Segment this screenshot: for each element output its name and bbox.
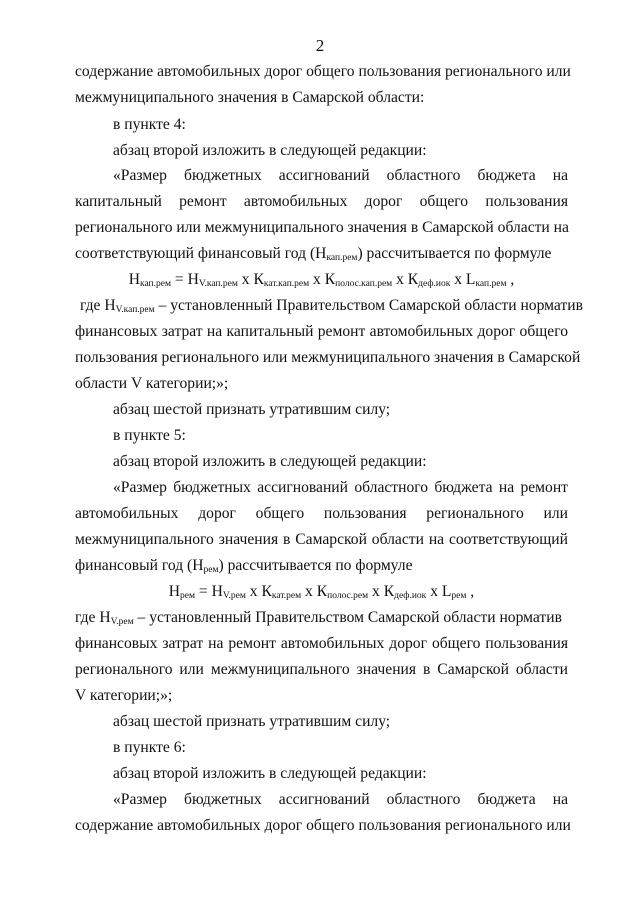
text-line: области V категории;»; <box>75 375 229 392</box>
text-line: финансовых затрат на ремонт автомобильных дорог общего пользования <box>75 635 568 652</box>
text-line: пользования регионального или межмуниципального значения в Самарской <box>75 349 581 366</box>
text-line-formula-intro: соответствующий финансовый год $(Н_{кап.рем})$ рассчитывается по формуле <box>75 245 552 263</box>
text-line: в пункте 5: <box>113 427 186 444</box>
text-line: абзац шестой признать утратившим силу; <box>113 713 391 730</box>
text-line: «Размер бюджетных ассигнований областного бюджета на <box>113 167 568 184</box>
text-line: абзац шестой признать утратившим силу; <box>113 401 391 418</box>
text-line: V категории;»; <box>75 687 173 704</box>
text-line-where: где $Н_{V.рем}$ – установленный Правительством Самарской области норматив <box>75 609 562 627</box>
text-line: содержание автомобильных дорог общего пользования регионального или <box>75 817 571 834</box>
text-line: абзац второй изложить в следующей редакции: <box>113 142 427 159</box>
text-line: в пункте 6: <box>113 739 186 756</box>
text-line: в пункте 4: <box>113 116 186 133</box>
text-line: регионального или межмуниципального значения в Самарской области <box>75 661 568 678</box>
text-line: межмуниципального значения в Самарской области: <box>75 89 425 106</box>
text-line: абзац второй изложить в следующей редакции: <box>113 453 427 470</box>
formula-rem: $Н_{рем} = Н_{V.рем}$ х $К_{кат.рем}$ х $К_{полос.рем}$ х $К_{деф.иок}$ х $L_{рем}$ , <box>168 583 475 601</box>
text-line: автомобильных дорог общего пользования регионального или <box>75 505 568 522</box>
page-number: 2 <box>315 36 325 55</box>
text-line: межмуниципального значения в Самарской области на соответствующий <box>75 531 568 548</box>
text-line-where: где $Н_{V.кап.рем}$ – установленный Правительством Самарской области норматив <box>80 297 583 315</box>
text-line: капитальный ремонт автомобильных дорог общего пользования <box>75 193 568 210</box>
text-line: регионального или межмуниципального значения в Самарской области на <box>75 219 569 236</box>
text-line-formula-intro: финансовый год $(Н_{рем})$ рассчитывается по формуле <box>75 557 413 575</box>
text-line: финансовых затрат на капитальный ремонт автомобильных дорог общего <box>75 323 568 340</box>
text-line: «Размер бюджетных ассигнований областного бюджета на ремонт <box>113 479 568 496</box>
text-line: «Размер бюджетных ассигнований областного бюджета на <box>113 791 568 808</box>
text-line: содержание автомобильных дорог общего пользования регионального или <box>75 63 571 80</box>
formula-kap-rem: $Н_{кап.рем} = Н_{V.кап.рем}$ х $К_{кат.кап.рем}$ х $К_{полос.кап.рем}$ х $К_{деф.иок}$ х $L_{кап.рем}$ , <box>128 271 515 289</box>
text-line: абзац второй изложить в следующей редакции: <box>113 765 427 782</box>
